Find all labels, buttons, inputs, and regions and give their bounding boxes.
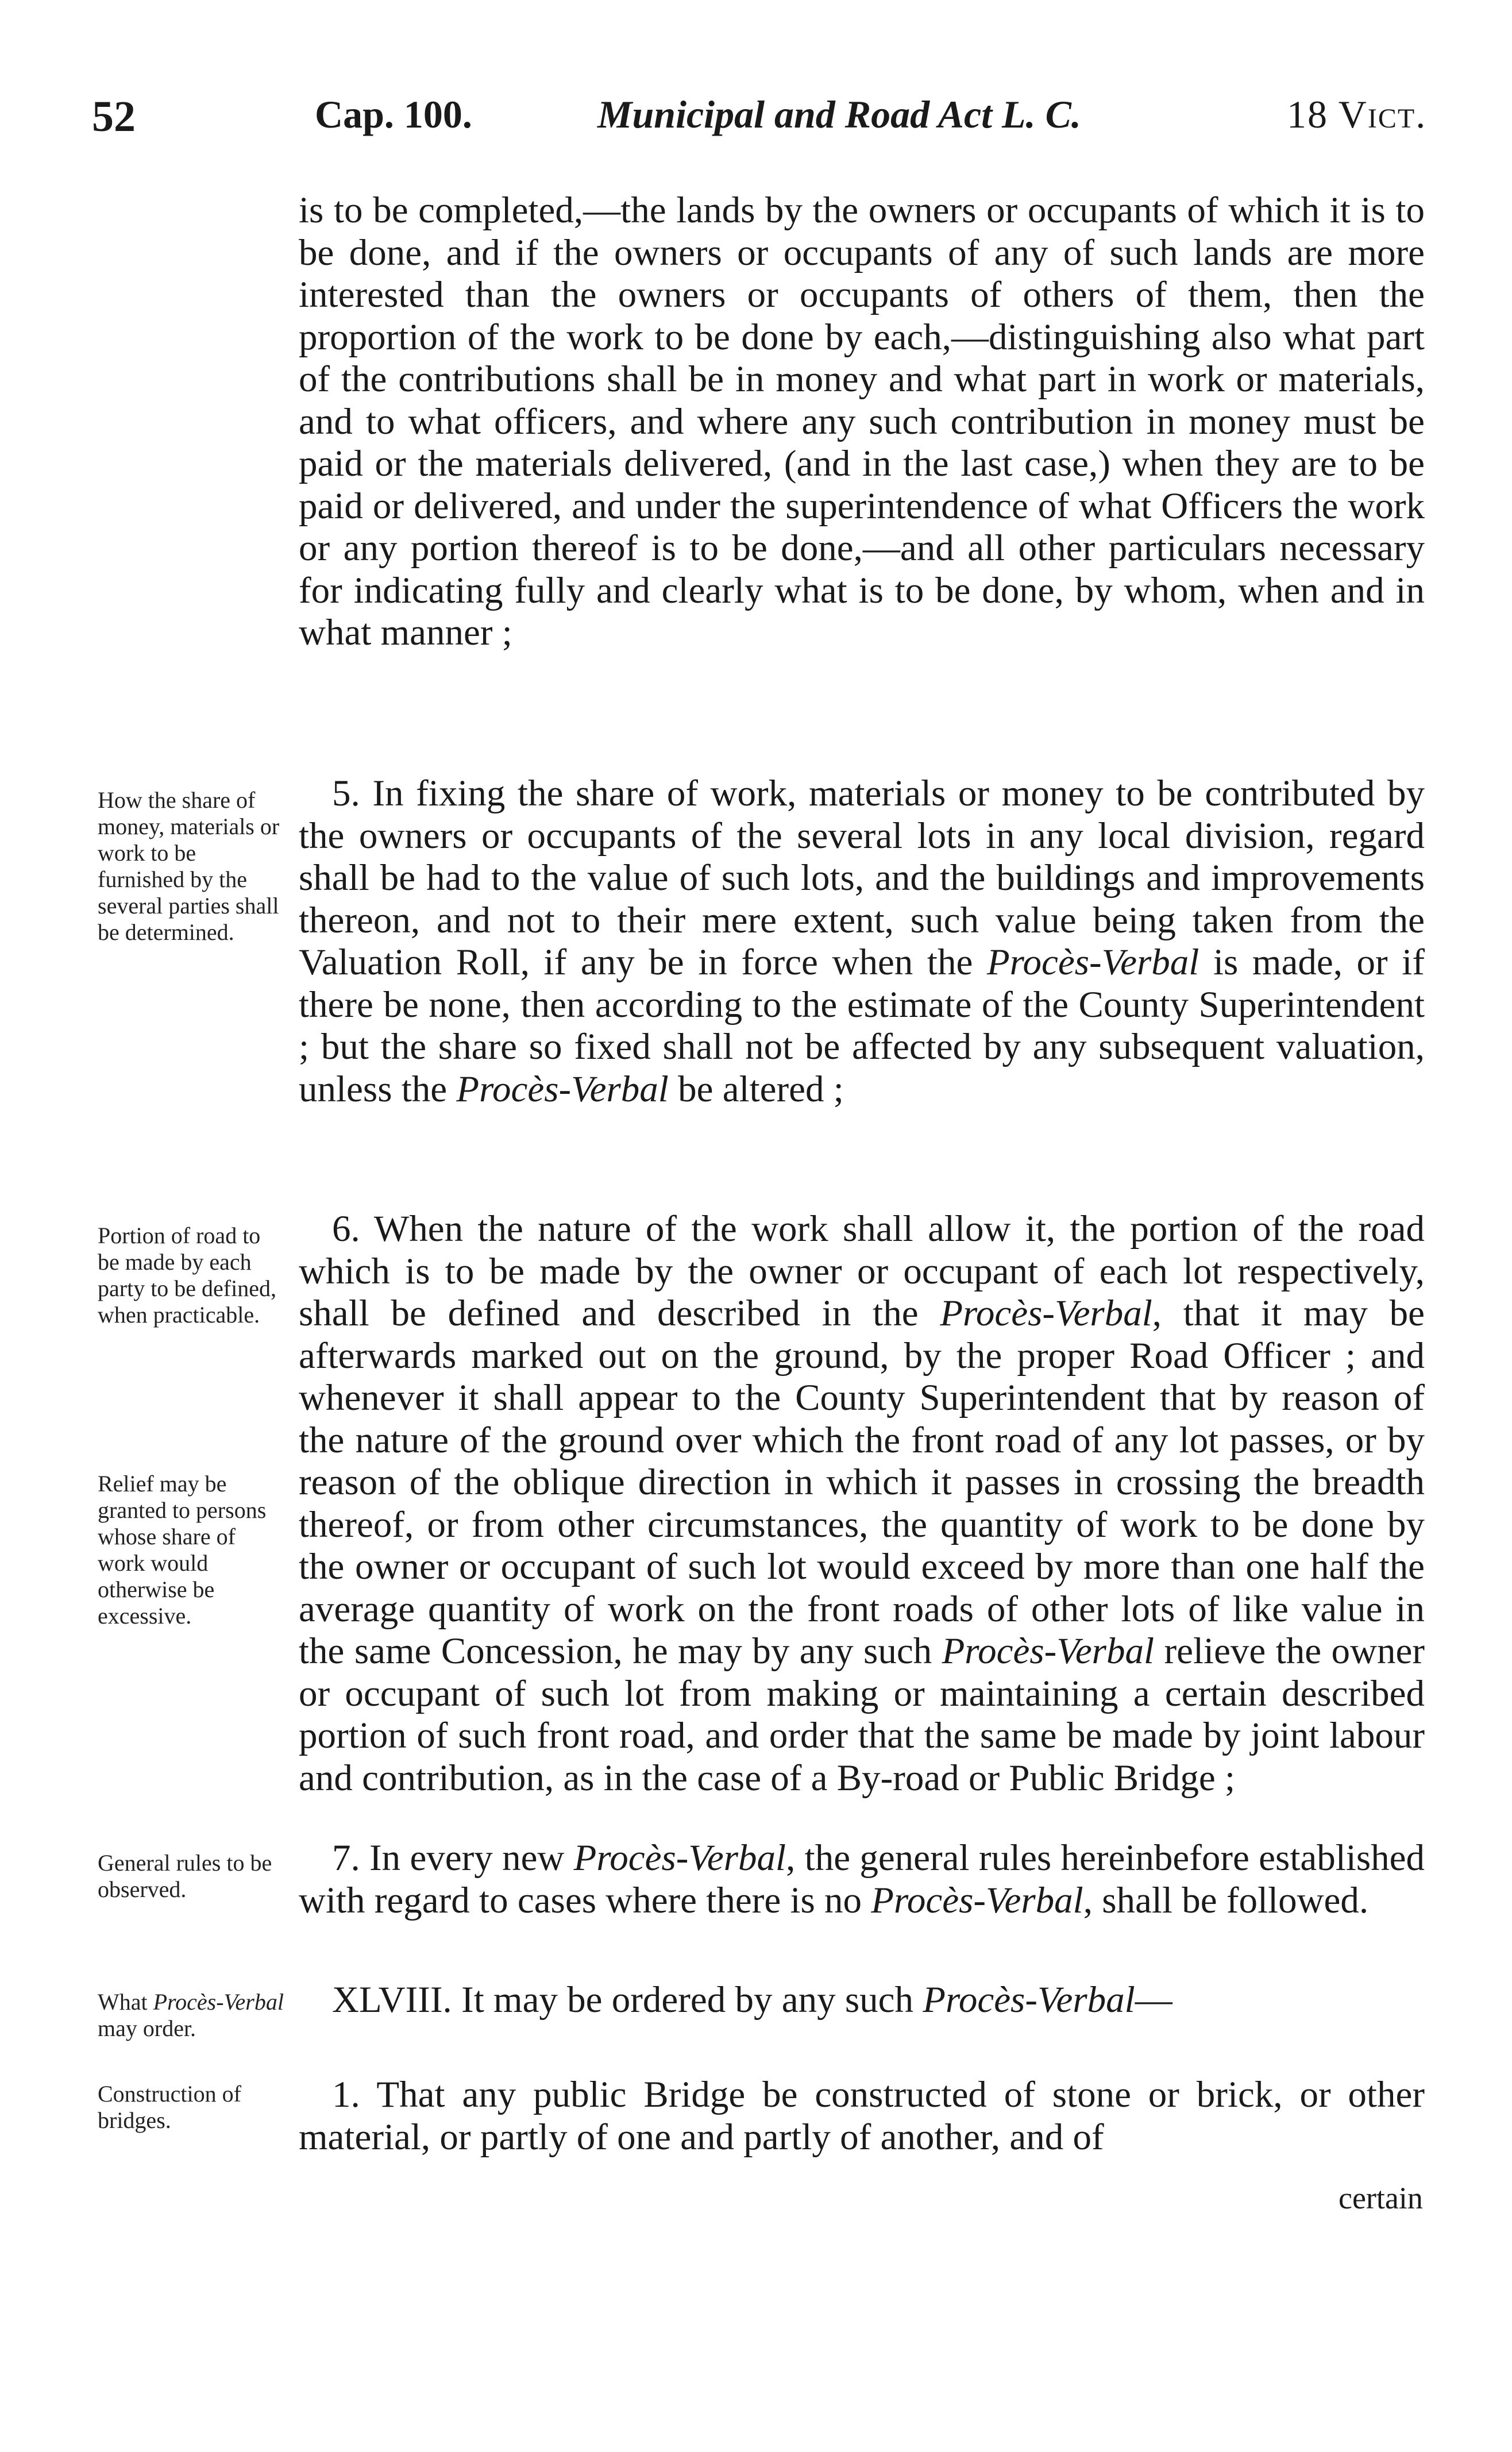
section-6-part1: 6. When the nature of the work shall allow it, the portion of the road which is to be made by the owner or occupant of each lot respectively, shall be defined and described in the (299, 1208, 1425, 1334)
margin-note-6-relief: Relief may be granted to persons whose share of work would otherwise be excessive. (98, 1471, 267, 1629)
section-6-part3: relieve the owner or occupant of such lot from making or maintaining a certain described portion of such front road, and order that the same be made by joint labour and contribution, as in the case of a By-road or Public Bridge ; (299, 1630, 1425, 1799)
section-48-italic1: Procès-Verbal (923, 1979, 1135, 2021)
section-5-part3: be altered ; (668, 1068, 844, 1110)
section-7-part1: 7. In every new (332, 1837, 574, 1879)
section-5-part2: is made, or if there be none, then according to the estimate of the County Superintendent ; but the share so fixed shall not be affected by any subsequent valuation, unless the (299, 942, 1425, 1110)
section-48-part1: XLVIII. It may be ordered by any such (332, 1979, 923, 2021)
catchword: certain (1339, 2181, 1423, 2215)
section-5-italic2: Procès-Verbal (456, 1068, 669, 1110)
margin-note-48-pre: What (98, 1989, 153, 2015)
section-48-part2: — (1135, 1979, 1172, 2021)
chapter-number: Cap. 100. (315, 92, 472, 136)
continuation-text: is to be completed,—the lands by the owners or occupants of which it is to be done, and if the owners or occupants of any of such lands are more interested than the owners or occupants of others of them, then the proportion of the work to be done by each,—distinguishing also what part of the contributions shall be in money and what part in work or materials, and to what officers, and where any such contribution in money must be paid or the materials delivered, (and in the last case,) when they are to be paid or delivered, and under the superintendence of what Officers the work or any portion thereof is to be done,—and all other particulars necessary for indicating fully and clearly what is to be done, by whom, when and in what manner ; (299, 190, 1425, 653)
margin-note-48-1: Construction of bridges. (98, 2081, 241, 2133)
margin-note-48-post: may order. (98, 2015, 196, 2041)
section-7-part2: , the general rules hereinbefore established with regard to cases where there is no (299, 1837, 1425, 1921)
section-7-part3: , shall be followed. (1083, 1879, 1369, 1921)
margin-note-48 (98, 1989, 287, 2042)
section-48-text (299, 1979, 1425, 2022)
section-6-text (299, 1208, 1425, 1799)
continuation-paragraph (299, 190, 1425, 654)
section-5-part1: 5. In fixing the share of work, materials or money to be contributed by the owners or occupants of the several lots in any local division, regard shall be had to the value of such lots, and the buildings and improvements thereon, and not to their mere extent, such value being taken from the Valuation Roll, if any be in force when the (299, 773, 1425, 983)
section-7-text (299, 1837, 1425, 1922)
section-7-italic1: Procès-Verbal (573, 1837, 786, 1879)
section-5-text (299, 773, 1425, 1111)
section-6 (299, 1208, 1425, 1799)
margin-note-48-italic: Procès-Verbal (153, 1989, 284, 2015)
section-7-italic2: Procès-Verbal (871, 1879, 1083, 1921)
running-header (0, 92, 1512, 155)
section-6-italic1: Procès-Verbal (940, 1293, 1152, 1334)
section-5 (299, 773, 1425, 1111)
page-number: 52 (92, 92, 136, 141)
section-48-1-text: 1. That any public Bridge be constructed of stone or brick, or other material, or partly of one and partly of another, and of (299, 2074, 1425, 2158)
regnal-year: 18 Vict. (1287, 92, 1427, 136)
act-title: Municipal and Road Act L. C. (597, 92, 1081, 136)
margin-note-7: General rules to be observed. (98, 1850, 272, 1902)
section-48 (299, 1979, 1425, 2022)
section-48-1 (299, 2074, 1425, 2158)
section-7 (299, 1837, 1425, 1922)
section-6-italic2: Procès-Verbal (942, 1630, 1155, 1672)
margin-note-6: Portion of road to be made by each party to be defined, when practicable. (98, 1223, 276, 1328)
section-6-part2: , that it may be afterwards marked out on the ground, by the proper Road Officer ; and whenever it shall appear to the County Superintendent that by reason of the nature of the ground over which the front road of any lot passes, or by reason of the oblique direction in which it passes in crossing the breadth thereof, or from other circumstances, the quantity of work to be done by the owner or occupant of such lot would exceed by more than one half the average quantity of work on the front roads of other lots of like value in the same Concession, he may by any such (299, 1293, 1425, 1672)
margin-note-5: How the share of money, materials or work to be furnished by the several parties shall be determined. (98, 787, 280, 945)
section-5-italic1: Procès-Verbal (986, 942, 1199, 983)
